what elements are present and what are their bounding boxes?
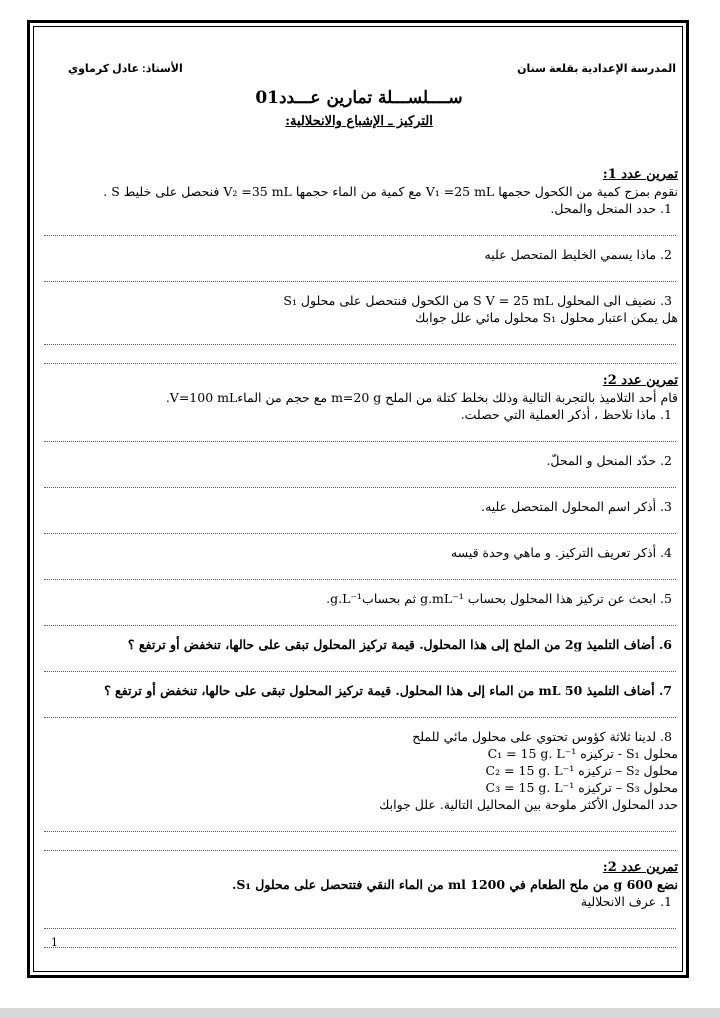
answer-line: [44, 217, 676, 236]
exercise-3-intro: نضع 600 g من ملح الطعام في 1200 ml من الماء النقي فتتحصل على محلول S₁.: [232, 877, 678, 892]
answer-line: [44, 469, 676, 488]
answer-line: [44, 699, 676, 718]
exercise-2-q1: 1. ماذا تلاحظ ، أذكر العملية التي حصلت.: [460, 407, 672, 422]
header: [40, 60, 678, 86]
school-name: المدرسة الإعدادية بقلعة سنان: [517, 63, 676, 75]
exercise-1-heading: تمرين عدد 1:: [602, 167, 678, 182]
exercise-1-q1: 1. حدد المنحل والمحل.: [550, 201, 672, 216]
exercise-2-q3: 3. أذكر اسم المحلول المتحصل عليه.: [481, 499, 672, 514]
answer-line: [44, 423, 676, 442]
worksheet: [40, 60, 678, 965]
footer-bar: [0, 1008, 720, 1018]
exercise-2-heading: تمرين عدد 2:: [602, 373, 678, 388]
solution-s2: محلول S₂ – تركيزه C₂ = 15 g. L⁻¹: [485, 763, 678, 778]
answer-line: [44, 832, 676, 851]
exercise-2-q6: 6. أضاف التلميذ 2g من الملح إلى هذا المحلول. قيمة تركيز المحلول تبقى على حالها، تنخفض أو ترتفع ؟: [127, 637, 672, 652]
exercise-2-q8b: حدد المحلول الأكثر ملوحة بين المحاليل التالية. علل جوابك: [379, 797, 678, 812]
exercise-2-q4: 4. أذكر تعريف التركيز. و ماهي وحدة قيسه: [450, 545, 672, 560]
solution-s3: محلول S₃ – تركيزه C₃ = 15 g. L⁻¹: [485, 780, 678, 795]
answer-line: [44, 326, 676, 345]
answer-line: [44, 515, 676, 534]
answer-line: [44, 813, 676, 832]
exercise-3-q1: 1. عرف الانحلالية: [580, 894, 672, 909]
exercise-2-q8: 8. لدينا ثلاثة كؤوس تحتوي على محلول مائي للملح: [412, 729, 672, 744]
page-subtitle: التركيز ـ الإشباع والانحلالية:: [285, 114, 433, 129]
exercise-3-heading: تمرين عدد 2:: [602, 860, 678, 875]
exercise-2-q5: 5. ابحث عن تركيز هذا المحلول بحساب g.mL⁻¹ ثم بحسابg.L⁻¹.: [326, 591, 672, 606]
answer-line: [44, 607, 676, 626]
answer-line: [44, 910, 676, 929]
exercise-1-q2: 2. ماذا يسمي الخليط المتحصل عليه: [484, 247, 672, 262]
teacher-name: الأستاذ: عادل كرماوي: [68, 63, 183, 75]
answer-line: [44, 263, 676, 282]
answer-line: [44, 653, 676, 672]
page-number: 1: [51, 936, 58, 949]
page-title: ســــلســـلة تمارين عـــدد01: [255, 88, 463, 108]
answer-line: [44, 561, 676, 580]
answer-line: [44, 345, 676, 364]
exercise-1-intro: نقوم بمزج كمية من الكحول حجمها V₁ =25 mL مع كمية من الماء حجمها V₂ =35 mL فنحصل على خليط S .: [103, 184, 678, 199]
exercise-2-q2: 2. حدّد المنحل و المحلّ.: [546, 453, 672, 468]
exercise-1-q3: 3. نضيف الى المحلول S V = 25 mL من الكحول فنتحصل على محلول S₁: [283, 293, 672, 308]
exercise-2-intro: قام أحد التلاميذ بالتجربة التالية وذلك بخلط كتلة من الملح m=20 g مع حجم من الماءV=100 mL.: [165, 390, 678, 405]
answer-line: [44, 929, 676, 948]
solution-s1: محلول S₁ - تركيزه C₁ = 15 g. L⁻¹: [487, 746, 678, 761]
exercise-1-q3b: هل يمكن اعتبار محلول S₁ محلول مائي علل جوابك: [415, 310, 678, 325]
exercise-2-q7: 7. أضاف التلميذ 50 mL من الماء إلى هذا المحلول. قيمة تركيز المحلول تبقى على حالها، تنخفض أو ترتفع ؟: [104, 683, 672, 698]
